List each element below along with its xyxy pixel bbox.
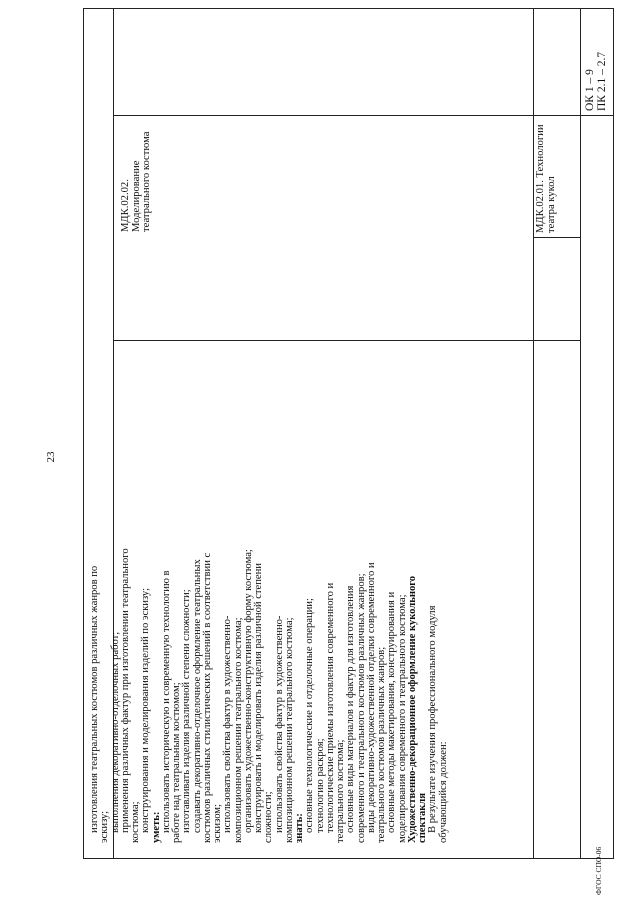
text-line: использовать свойства фактур в художественно-	[222, 615, 234, 833]
codes-cell	[585, 21, 608, 111]
mdk-upper-cell	[121, 117, 153, 232]
mdk-upper-line: театрального костюма	[141, 131, 153, 232]
text-line: применения различных фактур при изготовлении театрального	[119, 548, 131, 833]
mdk-lower-line: театра кукол	[545, 176, 557, 233]
text-line: организовать художественно-конструктивную форму костюма;	[242, 549, 254, 833]
text-line: театрального костюмов различных жанров;	[376, 646, 387, 843]
text-line: использовать историческую и современную технологию в	[160, 570, 172, 833]
text-line: композиционном решении театрального костюма;	[283, 617, 295, 843]
mdk-lower-line: МДК.02.01. Технологии	[535, 124, 546, 233]
text-line: композиционном решении театрального костюма;	[232, 617, 244, 843]
mdk-upper-line: Моделирование	[130, 160, 142, 232]
text-line: эскизом;	[212, 804, 223, 843]
column-divider-3	[580, 8, 581, 858]
text-line: конструирования и моделирования изделий по эскизу;	[140, 587, 152, 833]
text-line: обучающийся должен:	[437, 741, 449, 843]
text-line: театрального костюма;	[335, 739, 346, 843]
table-border-top	[83, 8, 614, 9]
footer-label: ФГОС СПО-06	[594, 846, 603, 895]
text-line: знать:	[294, 813, 305, 843]
text-line: основные технологические и отделочные операции;	[304, 598, 316, 833]
mdk-upper-line: МДК.02.02.	[120, 179, 131, 232]
text-line: современного и театрального костюмов различных жанров;	[355, 573, 367, 843]
column-divider-2	[533, 8, 534, 858]
text-line: работе над театральным костюмом;	[171, 682, 182, 843]
text-line: технологические приемы изготовления современного и	[324, 582, 336, 833]
text-line: создавать декоративно-отделочное оформление театральных	[191, 559, 203, 833]
text-line: основные виды материалов и фактур для изготовления	[345, 585, 357, 833]
code-ok: ОК 1 – 9	[584, 69, 596, 111]
table-border-left	[83, 8, 84, 858]
text-line: уметь:	[150, 811, 162, 843]
text-line: основные методы макетирования, конструирования и	[386, 591, 398, 833]
text-line: использовать свойства фактур в художественно-	[273, 615, 285, 833]
text-line: костюмов различных стилистических решений в соответствии с	[201, 552, 213, 843]
text-line: спектакля	[417, 792, 428, 843]
text-line: Художественно-декорационное оформление кукольного	[406, 575, 418, 843]
mdk-lower-cell	[536, 113, 557, 233]
text-line: изготавливать изделия различной степени сложности;	[181, 589, 193, 833]
table-border-right	[613, 8, 614, 858]
text-line: выполнения декоративно-отделочных работ;	[109, 631, 121, 833]
text-line: виды декоративно-художественной отделки современного и	[365, 562, 377, 833]
text-line: моделирования современного и театрального костюма;	[396, 594, 408, 843]
main-text-block	[90, 471, 449, 843]
text-line: конструировать и моделировать изделия различной степени	[253, 563, 264, 833]
row-divider-3	[533, 237, 580, 238]
page-number: 23	[45, 451, 57, 463]
code-pk: ПК 2.1 – 2.7	[595, 51, 608, 111]
row-divider-2	[113, 340, 580, 341]
text-line: технологию раскроя;	[314, 738, 326, 833]
text-line: костюма;	[130, 801, 141, 843]
text-line: эскизу;	[99, 810, 111, 843]
text-line: изготовления театральных костюмов различных жанров по	[89, 565, 100, 833]
text-line: В результате изучения профессионального модуля	[427, 605, 439, 833]
main-text-lines	[90, 471, 449, 843]
table-border-bottom	[83, 858, 614, 859]
text-line: сложности;	[263, 791, 275, 843]
